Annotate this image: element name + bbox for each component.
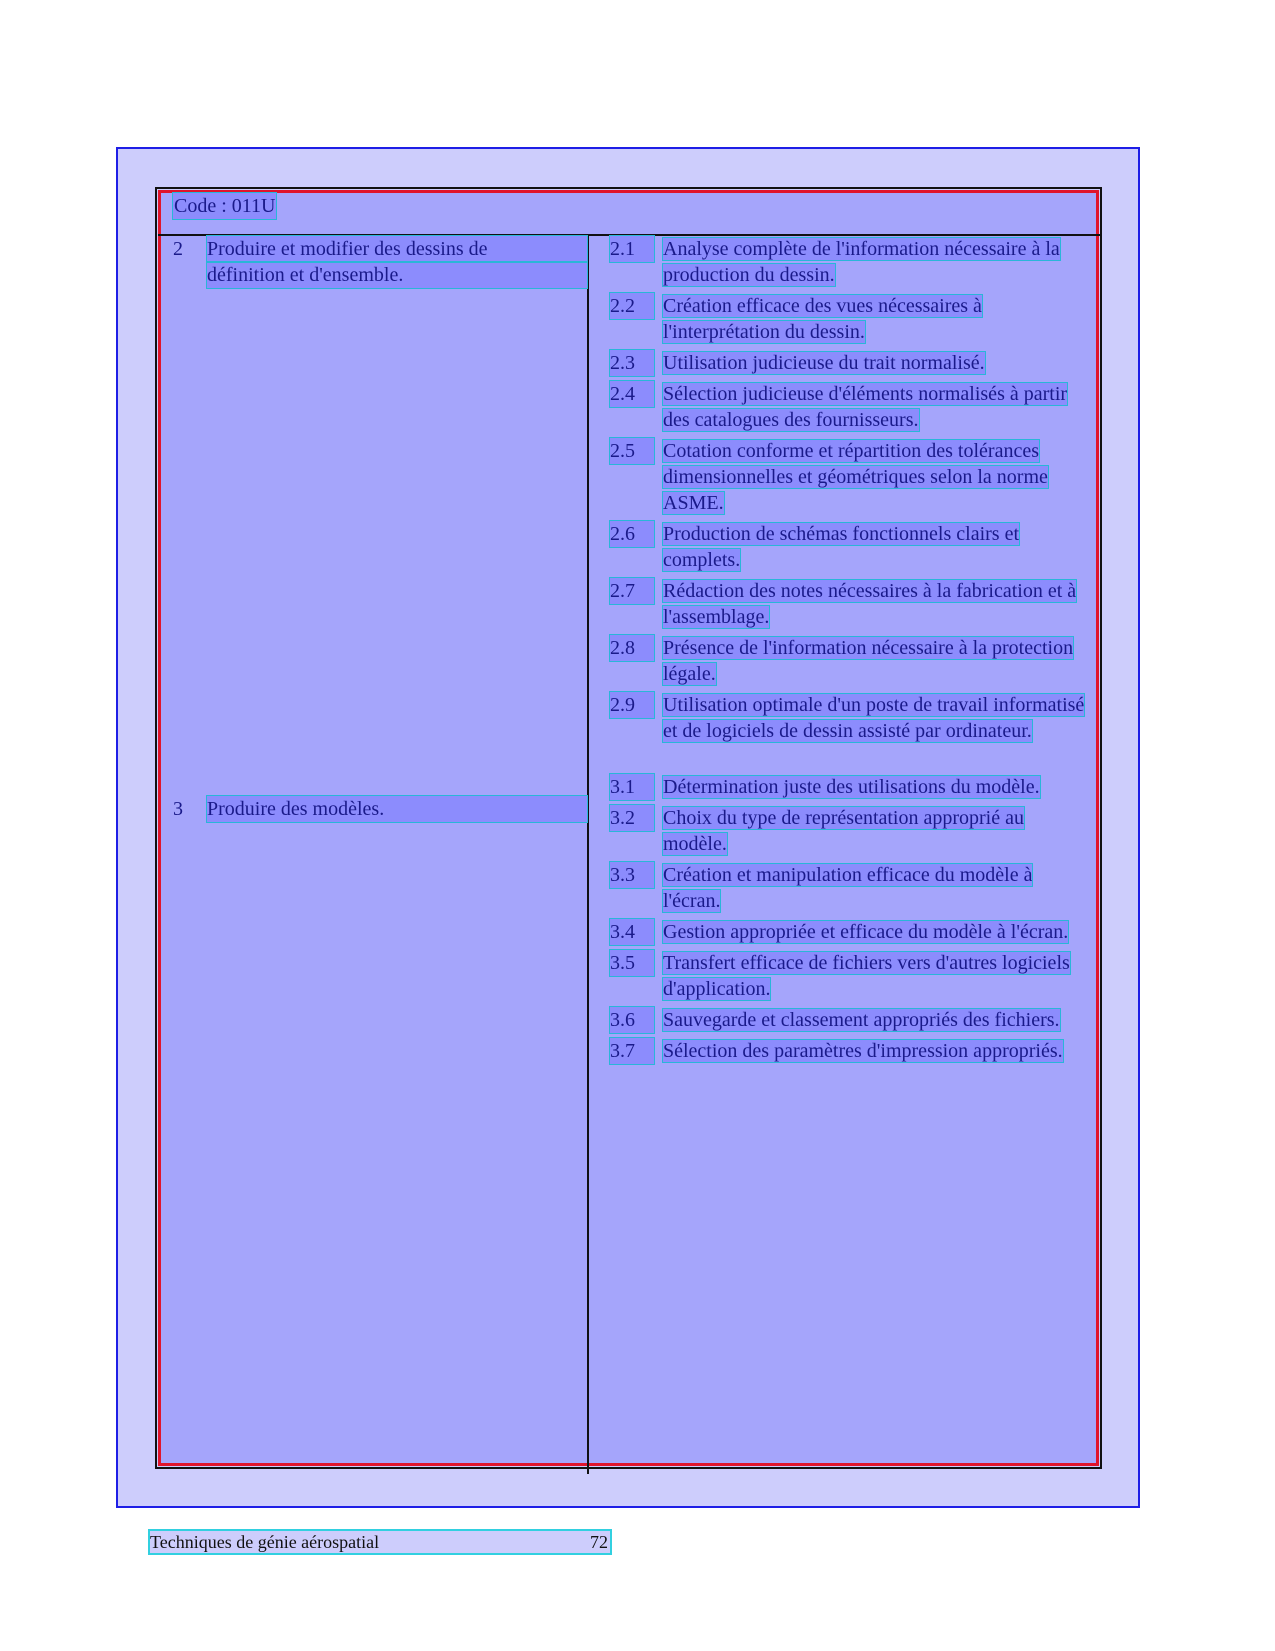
criterion-text: Utilisation judicieuse du trait normalisé. (663, 352, 985, 374)
criterion-text: Utilisation optimale d'un poste de travail informatisé et de logiciels de dessin assisté par ordinateur. (663, 694, 1085, 742)
criterion-number: 2.1 (610, 236, 654, 262)
criterion-item (610, 350, 1090, 376)
criterion-item (610, 805, 1090, 857)
criterion-text: Production de schémas fonctionnels clairs et complets. (663, 523, 1020, 571)
criterion-text: Sélection judicieuse d'éléments normalisés à partir des catalogues des fournisseurs. (663, 383, 1068, 431)
criterion-number: 2.5 (610, 438, 654, 464)
criterion-number: 3.6 (610, 1007, 654, 1033)
criterion-text: Gestion appropriée et efficace du modèle à l'écran. (663, 921, 1069, 943)
element-number: 2 (173, 238, 183, 260)
criterion-text: Sélection des paramètres d'impression appropriés. (663, 1040, 1063, 1062)
column-divider (587, 236, 589, 1474)
criterion-item (610, 774, 1090, 800)
criterion-item (610, 950, 1090, 1002)
criterion-item (610, 919, 1090, 945)
criterion-text: Analyse complète de l'information nécessaire à la production du dessin. (663, 238, 1060, 286)
criterion-text: Création et manipulation efficace du modèle à l'écran. (663, 864, 1033, 912)
criterion-item (610, 381, 1090, 433)
criterion-number: 3.1 (610, 774, 654, 800)
element-text-line: définition et d'ensemble. (207, 262, 587, 288)
criterion-item (610, 1038, 1090, 1064)
criterion-item (610, 692, 1090, 744)
element-text-line: Produire des modèles. (207, 796, 587, 822)
criterion-number: 2.8 (610, 635, 654, 661)
element-number: 3 (173, 798, 183, 820)
page-footer (150, 1531, 610, 1553)
criterion-number: 3.4 (610, 919, 654, 945)
element-2 (173, 236, 587, 288)
competency-code: Code : 011U (174, 195, 276, 217)
criterion-item (610, 862, 1090, 914)
criterion-item (610, 1007, 1090, 1033)
criterion-text: Choix du type de représentation approprié au modèle. (663, 807, 1024, 855)
criterion-text: Cotation conforme et répartition des tolérances dimensionnelles et géométriques selon la norme ASME. (663, 440, 1048, 514)
criterion-text: Présence de l'information nécessaire à la protection légale. (663, 637, 1074, 685)
criterion-number: 3.5 (610, 950, 654, 976)
criterion-text: Rédaction des notes nécessaires à la fabrication et à l'assemblage. (663, 580, 1077, 628)
criteria-list (610, 236, 1090, 1069)
criterion-item (610, 293, 1090, 345)
criterion-item (610, 521, 1090, 573)
criterion-text: Transfert efficace de fichiers vers d'autres logiciels d'application. (663, 952, 1070, 1000)
criterion-text: Détermination juste des utilisations du modèle. (663, 776, 1040, 798)
element-3 (173, 796, 587, 822)
footer-title: Techniques de génie aérospatial (150, 1532, 380, 1552)
criterion-text: Création efficace des vues nécessaires à l'interprétation du dessin. (663, 295, 982, 343)
criterion-number: 3.2 (610, 805, 654, 831)
criterion-number: 2.9 (610, 692, 654, 718)
criterion-item (610, 236, 1090, 288)
criterion-number: 2.2 (610, 293, 654, 319)
criterion-number: 2.4 (610, 381, 654, 407)
criterion-number: 3.3 (610, 862, 654, 888)
criterion-text: Sauvegarde et classement appropriés des fichiers. (663, 1009, 1060, 1031)
criterion-number: 3.7 (610, 1038, 654, 1064)
criterion-item (610, 578, 1090, 630)
criterion-item (610, 635, 1090, 687)
element-text-line: Produire et modifier des dessins de (207, 236, 587, 262)
criterion-number: 2.3 (610, 350, 654, 376)
criterion-number: 2.6 (610, 521, 654, 547)
page-number: 72 (590, 1532, 608, 1552)
criterion-number: 2.7 (610, 578, 654, 604)
criterion-item (610, 438, 1090, 516)
